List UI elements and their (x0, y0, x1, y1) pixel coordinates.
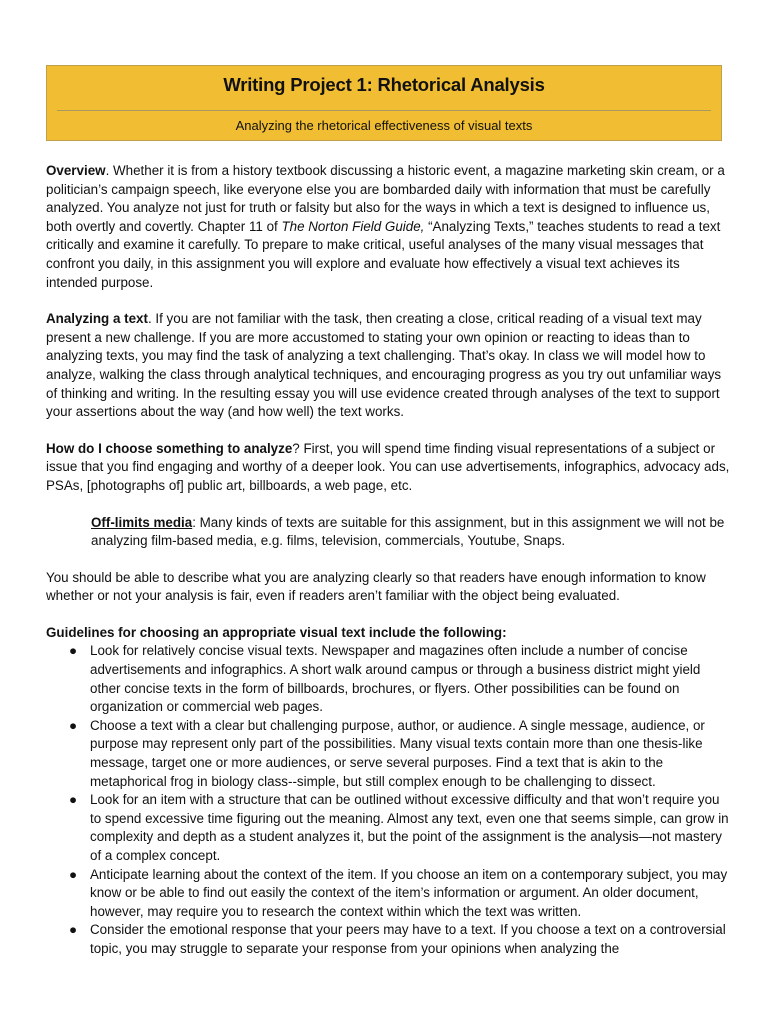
list-item (46, 866, 732, 922)
title-divider (57, 110, 711, 111)
offlimits-text: : Many kinds of texts are suitable for this assignment, but in this assignment we will not be analyzing film-based media, e.g. films, television, commercials, Youtube, Snaps. (91, 514, 725, 549)
list-item (46, 642, 732, 716)
analyzing-heading: Analyzing a text (46, 311, 148, 327)
overview-text-2: “Analyzing Texts,” teaches students to read a text critically and examine it carefully. To prepare to make critical, useful analyses of the many visual messages that confront you daily, in this assignment you will explore and evaluate how effectively a visual text achieves its intended purpose. (46, 218, 721, 290)
document-title: Writing Project 1: Rhetorical Analysis (223, 74, 545, 95)
list-item-text: Choose a text with a clear but challenging purpose, author, or audience. A single message, audience, or purpose may represent only part of the possibilities. Many visual texts contain more than one thesis-like message, target one or more audiences, or serve several purposes. Find a text that is akin to the metaphorical frog in biology class--simple, but still complex enough to be challenging to dissect. (90, 717, 705, 789)
describe-paragraph: You should be able to describe what you are analyzing clearly so that readers have enough information to know whether or not your analysis is fair, even if readers aren’t familiar with the object being evaluated. (46, 569, 706, 604)
offlimits-heading: Off-limits media (91, 514, 193, 530)
bullet-icon: ● (69, 792, 78, 808)
overview-text-1: . Whether it is from a history textbook discussing a historic event, a magazine marketing skin cream, or a politician’s campaign speech, like everyone else you are bombarded daily with information that must be carefully analyzed. You analyze not just for truth or falsity but also for the ways in which a text is designed to influence us, both overtly and covertly. Chapter 11 of (46, 163, 725, 234)
bullet-icon: ● (69, 717, 78, 733)
document-body (46, 162, 732, 959)
analyzing-text: . If you are not familiar with the task, then creating a close, critical reading of a visual text may present a new challenge. If you are more accustomed to stating your own opinion or reacting to ideas than to analyzing texts, you may find the task of analyzing a text challenging. That’s okay. In class we will model how to analyze, walking the class through analytical techniques, and encouraging progress as you try out unfamiliar ways of thinking and writing. In the resulting essay you will use evidence created through analyses of the text to support your assertions about the way (and how well) the text works. (46, 311, 722, 420)
document-subtitle: Analyzing the rhetorical effectiveness of visual texts (235, 118, 533, 133)
list-item (46, 791, 732, 865)
guidelines-list (46, 642, 732, 958)
choose-heading: How do I choose something to analyze (46, 440, 293, 456)
overview-heading: Overview (46, 163, 106, 178)
list-item-text: Consider the emotional response that your peers may have to a text. If you choose a text on a controversial topic, you may struggle to separate your response from your opinions when analyzing the (90, 922, 726, 956)
offlimits-paragraph (91, 514, 732, 551)
title-banner (46, 65, 722, 141)
list-item (46, 717, 732, 791)
overview-paragraph (46, 162, 732, 292)
bullet-icon: ● (69, 922, 78, 938)
choose-paragraph (46, 440, 732, 496)
bullet-icon: ● (69, 866, 78, 882)
book-title: The Norton Field Guide, (281, 218, 425, 234)
list-item-text: Look for an item with a structure that can be outlined without excessive difficulty and that won’t require you to spend excessive time figuring out the meaning. Almost any text, even one that seems simple, can grow in complexity and depth as a student analyzes it, but the point of the assignment is the analysis—not mastery of a complex concept. (90, 792, 729, 863)
guidelines-heading: Guidelines for choosing an appropriate visual text include the following: (46, 624, 507, 640)
bullet-icon: ● (69, 643, 78, 659)
list-item-text: Anticipate learning about the context of the item. If you choose an item on a contemporary subject, you may know or be able to find out easily the context of the item’s information or argument. An older document, however, may require you to research the context within which the text was written. (90, 866, 728, 919)
list-item-text: Look for relatively concise visual texts. Newspaper and magazines often include a number of concise advertisements and infographics. A short walk around campus or through a business district might yield other concise texts in the form of billboards, brochures, or flyers. Other possibilities can be found on organization or commercial web pages. (90, 643, 701, 715)
list-item (46, 921, 732, 958)
analyzing-paragraph (46, 310, 732, 422)
choose-text: ? First, you will spend time finding visual representations of a subject or issue that you find engaging and worthy of a deeper look. You can use advertisements, infographics, advocacy ads, PSAs, [photographs of] public art, billboards, a web page, etc. (46, 440, 730, 493)
